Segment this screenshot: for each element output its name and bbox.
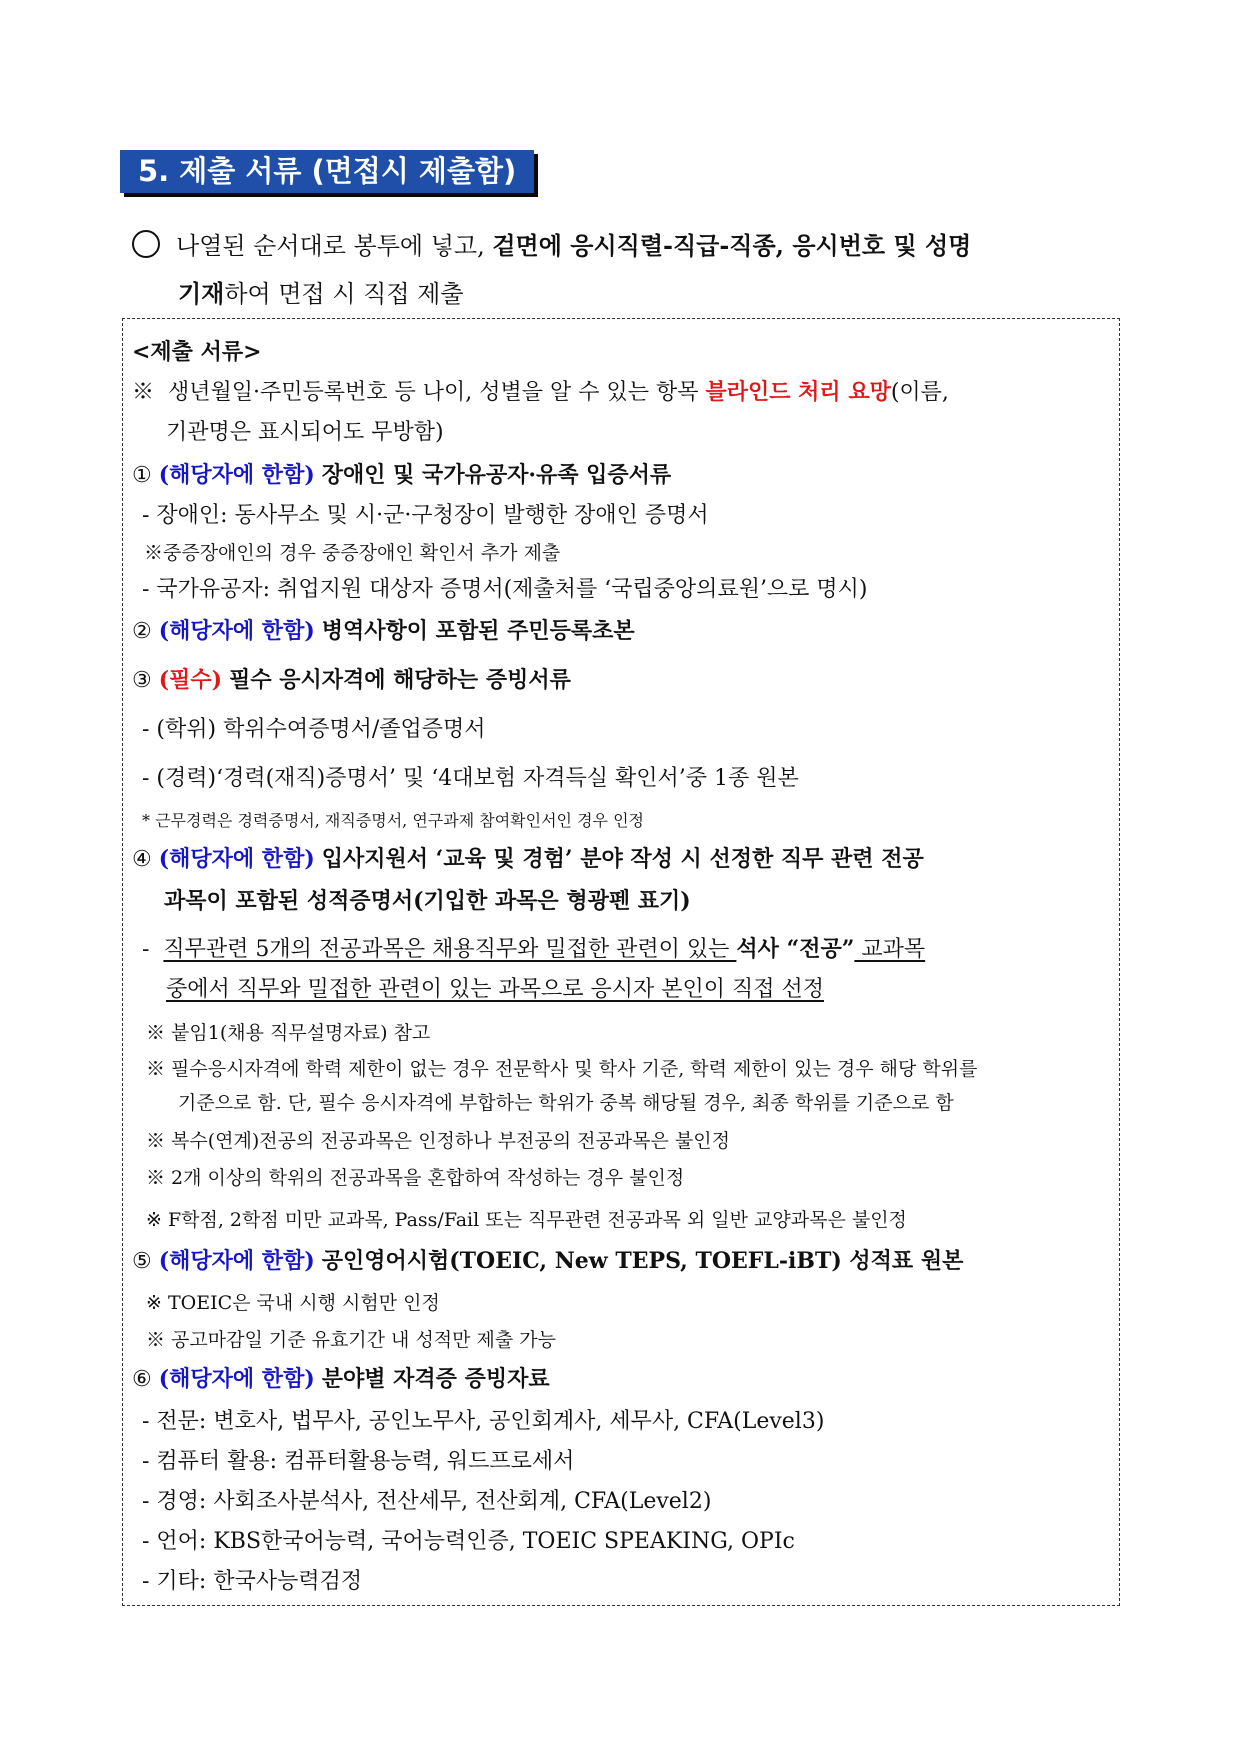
item-6-line: - 언어: KBS한국어능력, 국어능력인증, TOEIC SPEAKING, OPIc [142, 1529, 795, 1554]
item-6-line: - 경영: 사회조사분석사, 전산세무, 전산회계, CFA(Level2) [142, 1489, 712, 1514]
bullet-circle-icon [132, 230, 160, 258]
item-1-line: - 장애인: 동사무소 및 시·군·구청장이 발행한 장애인 증명서 [142, 503, 709, 528]
item-4-note: 기준으로 함. 단, 필수 응시자격에 부합하는 학위가 중복 해당될 경우, 최종 학위를 기준으로 함 [178, 1092, 954, 1114]
item-3-line: - (경력)‘경력(재직)증명서’ 및 ‘4대보험 자격득실 확인서’중 1종 원본 [142, 766, 799, 791]
blind-notice-line2: 기관명은 표시되어도 무방함) [166, 420, 444, 445]
item-4-title-line2: 과목이 포함된 성적증명서(기입한 과목은 형광펜 표기) [164, 888, 691, 914]
item-6-line: - 전문: 변호사, 법무사, 공인노무사, 공인회계사, 세무사, CFA(Level3) [142, 1409, 825, 1434]
item-5-note: ※ 공고마감일 기준 유효기간 내 성적만 제출 가능 [146, 1329, 557, 1351]
intro-line-2: 기재하여 면접 시 직접 제출 [178, 279, 464, 308]
item-4-detail: - 직무관련 5개의 전공과목은 채용직무와 밀접한 관련이 있는 석사 “전공” 교과목 [142, 936, 926, 962]
item-4-title: ④ (해당자에 한함) 입사지원서 ‘교육 및 경험’ 분야 작성 시 선정한 직무 관련 전공 [132, 846, 924, 872]
item-4-note: ※ 2개 이상의 학위의 전공과목을 혼합하여 작성하는 경우 불인정 [146, 1167, 685, 1189]
item-4-note: ※ F학점, 2학점 미만 교과목, Pass/Fail 또는 직무관련 전공과목 외 일반 교양과목은 불인정 [146, 1209, 907, 1231]
intro-line-1: 나열된 순서대로 봉투에 넣고, 겉면에 응시직렬-직급-직종, 응시번호 및 성명 [132, 222, 1122, 270]
item-6-line: - 컴퓨터 활용: 컴퓨터활용능력, 워드프로세서 [142, 1449, 575, 1474]
item-6-title: ⑥ (해당자에 한함) 분야별 자격증 증빙자료 [132, 1366, 550, 1392]
blind-notice: ※ 생년월일·주민등록번호 등 나이, 성별을 알 수 있는 항목 블라인드 처리 요망(이름, [132, 379, 949, 405]
item-1-line: - 국가유공자: 취업지원 대상자 증명서(제출처를 ‘국립중앙의료원’으로 명시) [142, 577, 868, 602]
item-4-note: ※ 필수응시자격에 학력 제한이 없는 경우 전문학사 및 학사 기준, 학력 제한이 있는 경우 해당 학위를 [146, 1058, 978, 1080]
intro-paragraph [132, 222, 1122, 318]
item-4-note: ※ 붙임1(채용 직무설명자료) 참고 [146, 1022, 431, 1044]
item-2-title: ② (해당자에 한함) 병역사항이 포함된 주민등록초본 [132, 618, 635, 644]
box-heading: <제출 서류> [132, 339, 262, 365]
item-1-title: ① (해당자에 한함) 장애인 및 국가유공자·유족 입증서류 [132, 462, 672, 488]
section-title: 5. 제출 서류 (면접시 제출함) [120, 150, 534, 193]
item-3-line: - (학위) 학위수여증명서/졸업증명서 [142, 717, 486, 742]
item-3-note: * 근무경력은 경력증명서, 재직증명서, 연구과제 참여확인서인 경우 인정 [142, 811, 644, 830]
item-5-note: ※ TOEIC은 국내 시행 시험만 인정 [146, 1292, 440, 1314]
item-4-detail-line2: 중에서 직무와 밀접한 관련이 있는 과목으로 응시자 본인이 직접 선정 [166, 977, 824, 1002]
item-3-title: ③ (필수) 필수 응시자격에 해당하는 증빙서류 [132, 667, 571, 693]
item-4-note: ※ 복수(연계)전공의 전공과목은 인정하나 부전공의 전공과목은 불인정 [146, 1130, 730, 1152]
item-5-title: ⑤ (해당자에 한함) 공인영어시험(TOEIC, New TEPS, TOEFL-iBT) 성적표 원본 [132, 1248, 964, 1274]
item-6-line: - 기타: 한국사능력검정 [142, 1569, 363, 1594]
item-1-note: ※중증장애인의 경우 중증장애인 확인서 추가 제출 [144, 542, 561, 564]
